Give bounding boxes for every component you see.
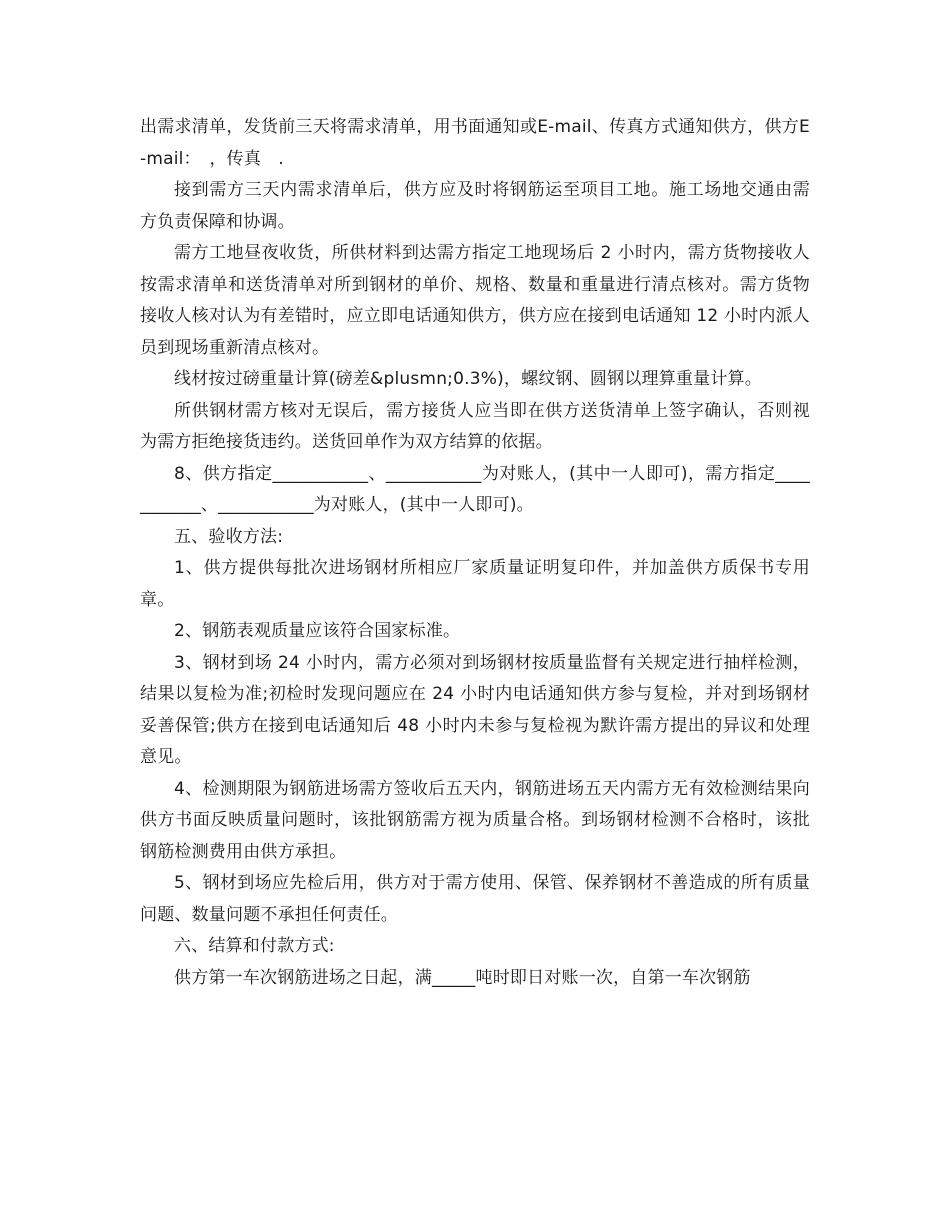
paragraph-p9: 2、钢筋表观质量应该符合国家标准。 xyxy=(174,621,461,641)
section-heading-acceptance: 五、验收方法: xyxy=(174,526,284,547)
paragraph-p10: 3、钢材到场 24 小时内，需方必须对到场钢材按质量监督有关规定进行抽样检测，结果以复检为准;初检时发现问题应在 24 小时内电话通知供方参与复检，并对到场钢材妥善保管;供方在接到电话通知后 48 小时内未参与复检视为默许需方提出的异议和处理意见。 xyxy=(140,652,810,767)
paragraph-p11: 4、检测期限为钢筋进场需方签收后五天内，钢筋进场五天内需方无有效检测结果向供方书面反映质量问题时，该批钢筋需方视为质量合格。到场钢材检测不合格时，该批钢筋检测费用由供方承担。 xyxy=(140,778,810,862)
paragraph-p1: 出需求清单，发货前三天将需求清单，用书面通知或E-mail、传真方式通知供方，供方E-mail： ，传真 . xyxy=(140,117,810,169)
paragraph-p5: 所供钢材需方核对无误后，需方接货人应当即在供方送货清单上签字确认，否则视为需方拒绝接货违约。送货回单作为双方结算的依据。 xyxy=(140,400,810,452)
paragraph-p8: 1、供方提供每批次进场钢材所相应厂家质量证明复印件，并加盖供方质保书专用章。 xyxy=(140,558,810,610)
paragraph-p6: 8、供方指定___________、___________为对账人，(其中一人即可)，需方指定___________、___________为对账人，(其中一人即可)。 xyxy=(140,463,810,515)
paragraph-p2: 接到需方三天内需求清单后，供方应及时将钢筋运至项目工地。施工场地交通由需方负责保障和协调。 xyxy=(140,180,810,232)
paragraph-p14: 供方第一车次钢筋进场之日起，满_____吨时即日对账一次，自第一车次钢筋 xyxy=(174,967,751,988)
paragraph-p4: 线材按过磅重量计算(磅差&plusmn;0.3%)，螺纹钢、圆钢以理算重量计算。 xyxy=(174,369,762,389)
section-heading-settlement: 六、结算和付款方式: xyxy=(174,936,335,956)
paragraph-p3: 需方工地昼夜收货，所供材料到达需方指定工地现场后 2 小时内，需方货物接收人按需求清单和送货清单对所到钢材的单价、规格、数量和重量进行清点核对。需方货物接收人核对认为有差错时，应立即电话通知供方，供方应在接到电话通知 12 小时内派人员到现场重新清点核对。 xyxy=(140,243,810,358)
paragraph-p12: 5、钢材到场应先检后用，供方对于需方使用、保管、保养钢材不善造成的所有质量问题、数量问题不承担任何责任。 xyxy=(140,873,810,925)
